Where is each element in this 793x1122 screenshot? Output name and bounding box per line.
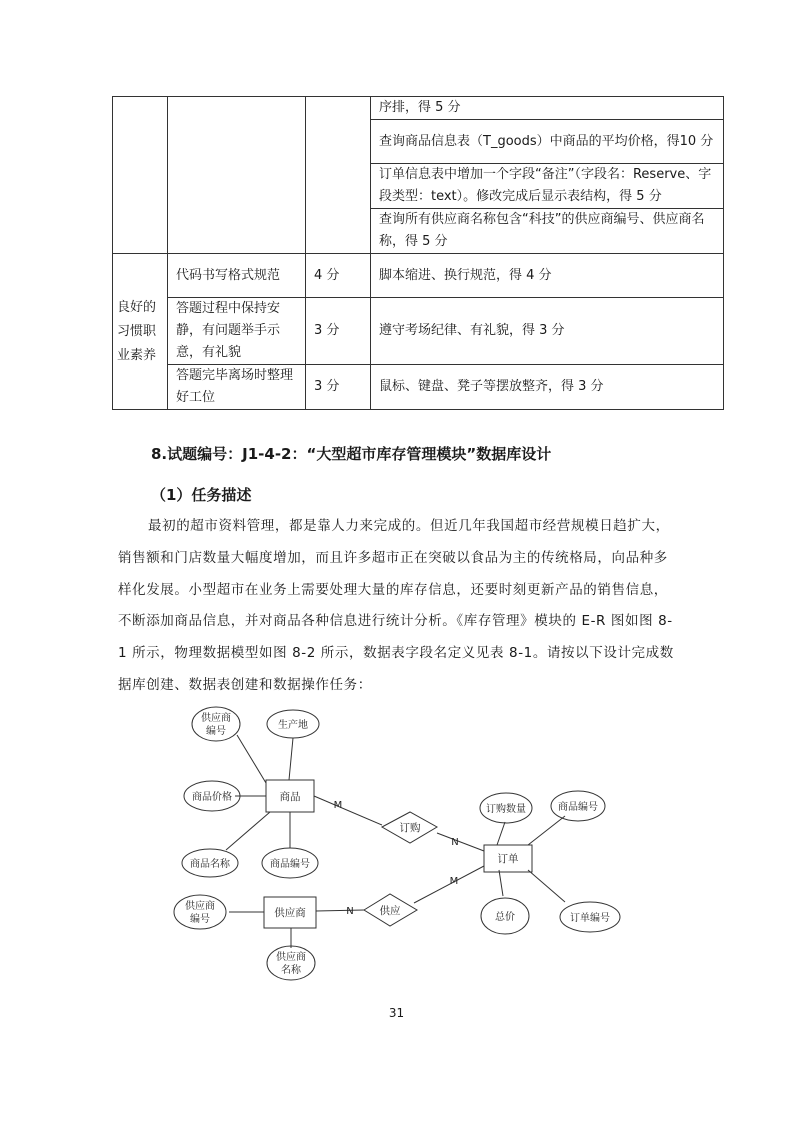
category-cell: 良好的习惯职业素养 bbox=[113, 254, 168, 410]
criteria-cell: 脚本缩进、换行规范，得 4 分 bbox=[371, 254, 724, 298]
cardinality-label: M bbox=[449, 876, 459, 887]
criteria-cell: 遵守考场纪律、有礼貌，得 3 分 bbox=[371, 298, 724, 365]
attr-label: 供应商 bbox=[276, 952, 306, 963]
score-cell: 3 分 bbox=[306, 365, 371, 410]
attr-label: 商品价格 bbox=[192, 792, 232, 803]
relation-label: 订购 bbox=[399, 822, 421, 834]
cardinality-label: N bbox=[346, 906, 354, 917]
section-subheading: （1）任务描述 bbox=[151, 486, 252, 504]
attr-label: 供应商 bbox=[185, 901, 215, 912]
page-number: 31 bbox=[388, 1006, 405, 1020]
item-cell: 答题完毕离场时整理好工位 bbox=[168, 365, 306, 410]
attr-label: 商品编号 bbox=[558, 802, 598, 813]
relation-label: 供应 bbox=[379, 905, 401, 917]
attr-label: 编号 bbox=[206, 726, 226, 737]
criteria-cell: 查询商品信息表（T_goods）中商品的平均价格，得10 分 bbox=[371, 120, 724, 164]
attr-label: 名称 bbox=[281, 965, 301, 976]
attr-label: 编号 bbox=[190, 914, 210, 925]
entity-label: 商品 bbox=[279, 791, 301, 803]
attr-label: 总价 bbox=[495, 912, 515, 923]
entity-label: 订单 bbox=[497, 853, 519, 865]
attr-label: 商品名称 bbox=[190, 859, 230, 870]
task-description: 最初的超市资料管理，都是靠人力来完成的。但近几年我国超市经营规模日趋扩大，销售额和门店数量大幅度增加，而且许多超市正在突破以食品为主的传统格局，向品种多样化发展。小型超市在业务上需要处理大量的库存信息，还要时刻更新产品的销售信息，不断添加商品信息，并对商品各种信息进行统计分析。《库存管理》模块的 E-R 图如图 8-1 所示，物理数据模型如图 8-2 所示，数据表字段名定义见表 8-1。请按以下设计完成数据库创建、数据表创建和数据操作任务： bbox=[118, 518, 674, 693]
cardinality-label: M bbox=[333, 800, 343, 811]
attr-label: 生产地 bbox=[278, 720, 308, 731]
item-cell: 代码书写格式规范 bbox=[168, 254, 306, 298]
criteria-cell: 鼠标、键盘、凳子等摆放整齐，得 3 分 bbox=[371, 365, 724, 410]
attr-label: 订单编号 bbox=[570, 913, 610, 924]
entity-label: 供应商 bbox=[274, 907, 306, 919]
criteria-cell: 查询所有供应商名称包含“科技”的供应商编号、供应商名称，得 5 分 bbox=[371, 209, 724, 254]
section-heading: 8.试题编号：J1-4-2：“大型超市库存管理模块”数据库设计 bbox=[151, 445, 552, 463]
attr-label: 供应商 bbox=[201, 713, 231, 724]
attr-label: 订购数量 bbox=[486, 804, 526, 815]
score-cell: 3 分 bbox=[306, 298, 371, 365]
criteria-cell: 序排，得 5 分 bbox=[371, 97, 724, 120]
criteria-cell: 订单信息表中增加一个字段“备注”（字段名：Reserve、字段类型：text）。修改完成后显示表结构，得 5 分 bbox=[371, 164, 724, 209]
cardinality-label: N bbox=[451, 837, 459, 848]
item-cell: 答题过程中保持安静，有问题举手示意，有礼貌 bbox=[168, 298, 306, 365]
attr-label: 商品编号 bbox=[270, 859, 310, 870]
score-cell: 4 分 bbox=[306, 254, 371, 298]
